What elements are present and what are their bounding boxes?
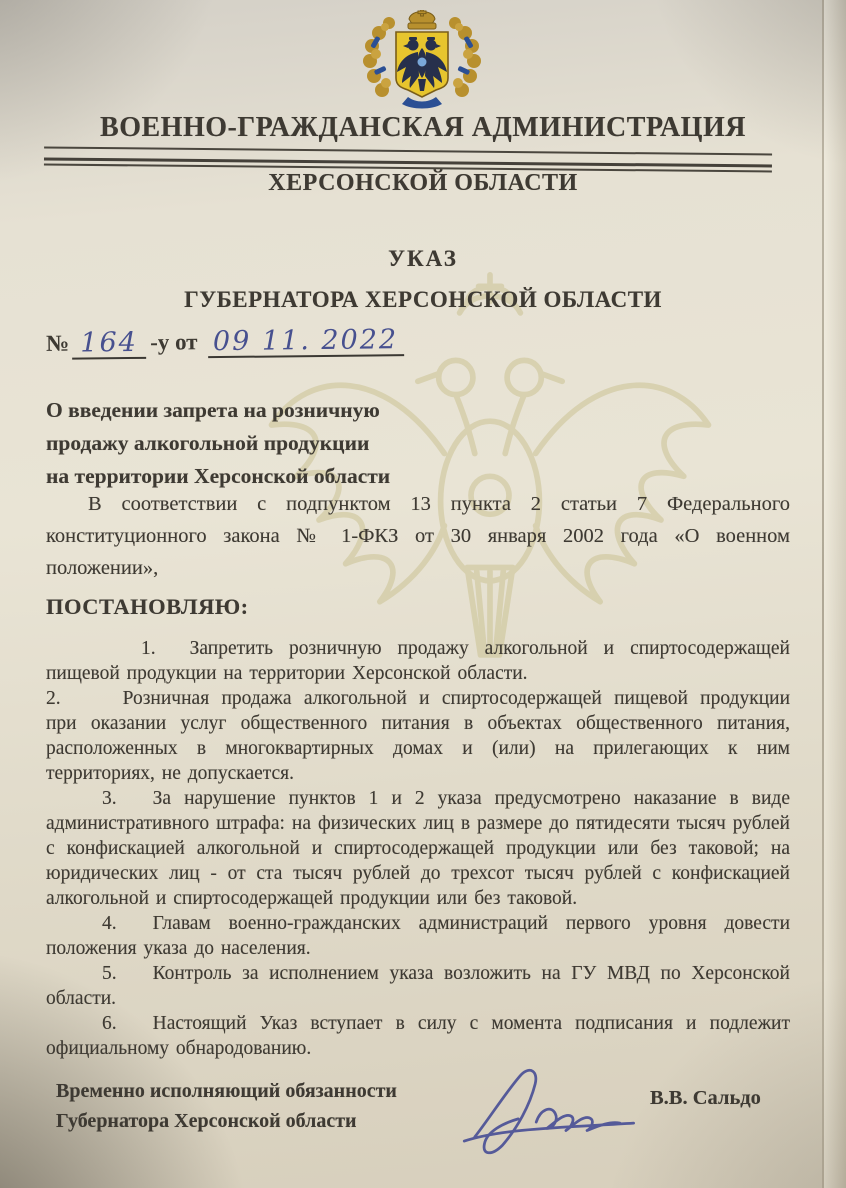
subject-line-2: продажу алкогольной продукции — [46, 431, 370, 455]
decree-item — [46, 636, 790, 686]
signatory-name: В.В. Сальдо — [650, 1087, 761, 1109]
resolution-word: ПОСТАНОВЛЯЮ: — [46, 594, 249, 619]
item-number: 4. — [102, 913, 117, 934]
subject-line-1: О введении запрета на розничную — [46, 398, 380, 422]
decree-items — [46, 636, 790, 1061]
item-text: Розничная продажа алкогольной и спиртосодержащей пищевой продукции при оказании услуг общественного питания в объектах общественного питания, расположенных в многоквартирных домах и (или) на прилегающих к ним территориях, не допускается. — [46, 688, 790, 784]
item-text: За нарушение пунктов 1 и 2 указа предусмотрено наказание в виде административного штрафа: на физических лиц в размере до пятидесяти тысяч рублей с конфискацией алкогольной и спиртосодержащей продукции или без таковой; на юридических лиц - от ста тысяч рублей до трехсот тысяч рублей с конфискацией алкогольной и спиртосодержащей продукции или без таковой. — [46, 788, 790, 909]
decree-item — [46, 786, 790, 911]
item-text: Настоящий Указ вступает в силу с момента подписания и подлежит официальному обнародованию. — [46, 1013, 790, 1059]
kherson-coat-of-arms-icon — [352, 10, 492, 114]
item-number: 3. — [102, 788, 117, 809]
letterhead-divider — [44, 147, 772, 173]
signatory-position-line2: Губернатора Херсонской области — [56, 1110, 357, 1132]
handwritten-decree-number: 164 — [72, 329, 146, 360]
item-number: 1. — [141, 638, 156, 659]
preamble-paragraph: В соответствии с подпунктом 13 пункта 2 статьи 7 Федерального конституционного закона № 1-ФКЗ от 30 января 2002 года «О военном положении», — [46, 493, 790, 579]
decree-item — [46, 1011, 790, 1061]
org-name-line2: ХЕРСОНСКОЙ ОБЛАСТИ — [268, 170, 578, 196]
signatory-position — [56, 1076, 397, 1136]
document-type-title: УКАЗ — [388, 246, 458, 271]
paper-fold-shading — [824, 0, 846, 1188]
item-number: 6. — [102, 1013, 117, 1034]
decree-item — [46, 961, 790, 1011]
org-name-line1: ВОЕННО-ГРАЖДАНСКАЯ АДМИНИСТРАЦИЯ — [100, 112, 746, 143]
decree-subject — [46, 394, 506, 493]
decree-item — [46, 911, 790, 961]
divider-line-thin — [44, 147, 772, 156]
handwritten-signature-icon — [460, 1064, 640, 1160]
decree-item — [46, 686, 790, 786]
item-text: Главам военно-гражданских администраций первого уровня довести положения указа до населения. — [46, 913, 790, 959]
handwritten-decree-date: 09 11. 2022 — [207, 326, 403, 358]
number-sign: № — [45, 330, 70, 356]
item-number: 5. — [102, 963, 117, 984]
number-suffix: -у от — [149, 329, 198, 355]
document-issuer-title: ГУБЕРНАТОРА ХЕРСОНСКОЙ ОБЛАСТИ — [184, 287, 662, 312]
item-text: Контроль за исполнением указа возложить на ГУ МВД по Херсонской области. — [46, 963, 790, 1009]
item-text: Запретить розничную продажу алкогольной и спиртосодержащей пищевой продукции на территории Херсонской области. — [46, 638, 790, 684]
subject-line-3: на территории Херсонской области — [46, 464, 391, 488]
item-number: 2. — [46, 688, 61, 709]
signatory-position-line1: Временно исполняющий обязанности — [56, 1080, 397, 1102]
number-date-line — [46, 325, 404, 359]
